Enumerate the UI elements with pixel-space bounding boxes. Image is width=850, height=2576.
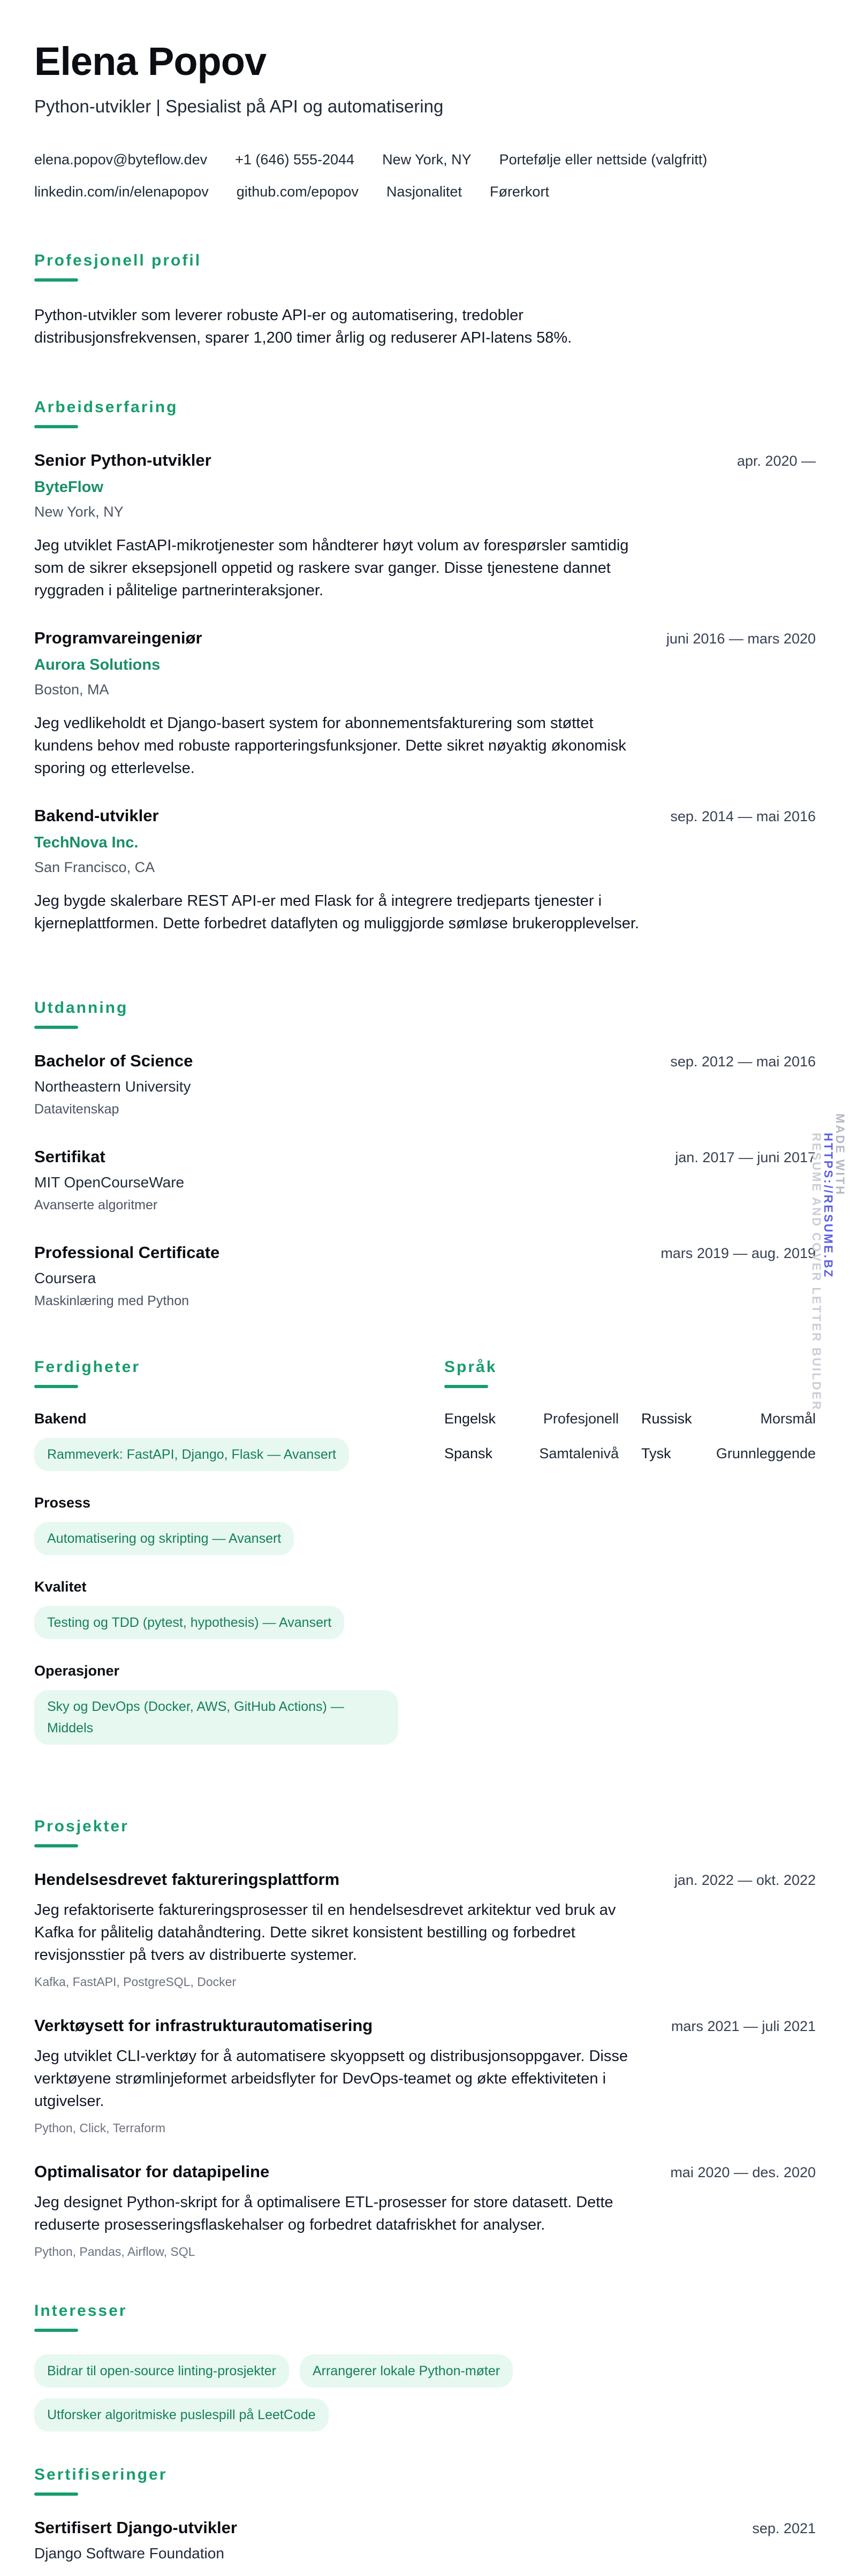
section-projects <box>34 1817 816 2259</box>
skill-group <box>34 1579 412 1639</box>
job-location: San Francisco, CA <box>34 859 155 875</box>
skill-group <box>34 1663 412 1745</box>
profile-text: Python-utvikler som leverer robuste API-er og automatisering, tredobler distribusjonsfrekvensen, sparer 1,200 timer årlig og reduserer API-latens 58%. <box>34 307 572 346</box>
candidate-headline: Python-utvikler | Spesialist på API og automatisering <box>34 96 444 116</box>
languages-heading: Språk <box>444 1358 497 1376</box>
job-location: Boston, MA <box>34 681 109 698</box>
project-title: Verktøysett for infrastrukturautomatisering <box>34 2016 373 2035</box>
experience-heading: Arbeidserfaring <box>34 398 178 416</box>
project-entry <box>34 2162 816 2259</box>
project-entry <box>34 1870 816 1989</box>
interests-heading: Interesser <box>34 2302 127 2320</box>
degree-title: Bachelor of Science <box>34 1051 193 1070</box>
skill-group <box>34 1411 412 1471</box>
project-dates: mai 2020 — des. 2020 <box>670 2164 816 2180</box>
contact-website-placeholder: Portefølje eller nettside (valgfritt) <box>499 151 708 168</box>
education-dates: jan. 2017 — juni 2017 <box>675 1149 816 1165</box>
company-name: TechNova Inc. <box>34 834 139 851</box>
skill-category: Kvalitet <box>34 1579 87 1595</box>
section-profile <box>34 252 816 349</box>
skill-category: Bakend <box>34 1411 87 1427</box>
certification-date: sep. 2021 <box>752 2520 816 2536</box>
section-education <box>34 999 816 1309</box>
contact-row-2 <box>34 176 816 208</box>
skill-pill: Automatisering og skripting — Avansert <box>34 1522 294 1555</box>
project-dates: mars 2021 — juli 2021 <box>671 2018 816 2034</box>
section-underline <box>34 1026 78 1029</box>
field-of-study: Avanserte algoritmer <box>34 1198 158 1213</box>
project-entry <box>34 2016 816 2135</box>
skills-heading: Ferdigheter <box>34 1358 141 1376</box>
section-certifications <box>34 2466 816 2562</box>
job-description: Jeg vedlikeholdt et Django-basert system for abonnementsfakturering som støttet kundens behov med robuste rapporteringsfunksjoner. Dette sikret nøyaktig økonomisk sporing og etterlevelse. <box>34 715 626 777</box>
skill-pill: Rammeverk: FastAPI, Django, Flask — Avansert <box>34 1438 349 1471</box>
education-dates: sep. 2012 — mai 2016 <box>670 1054 816 1070</box>
watermark-url: HTTPS://RESUME.BZ <box>822 1133 835 1279</box>
skill-category: Operasjoner <box>34 1663 120 1679</box>
project-tech-stack: Python, Pandas, Airflow, SQL <box>34 2245 195 2259</box>
job-title: Programvareingeniør <box>34 628 202 647</box>
watermark <box>810 1113 846 1411</box>
language-item <box>444 1445 619 1462</box>
language-name: Spansk <box>444 1445 493 1461</box>
contact-info <box>34 143 816 208</box>
contact-github: github.com/epopov <box>236 184 359 200</box>
language-name: Tysk <box>641 1445 671 1461</box>
project-tech-stack: Kafka, FastAPI, PostgreSQL, Docker <box>34 1975 237 1989</box>
skills-languages-columns <box>34 1358 816 1768</box>
job-entry <box>34 806 816 935</box>
interest-pill: Arrangerer lokale Python-møter <box>300 2354 513 2388</box>
field-of-study: Datavitenskap <box>34 1102 119 1117</box>
project-title: Hendelsesdrevet faktureringsplattform <box>34 1870 340 1889</box>
education-heading: Utdanning <box>34 999 128 1017</box>
field-of-study: Maskinlæring med Python <box>34 1293 189 1308</box>
project-description: Jeg designet Python-skript for å optimalisere ETL-prosesser for store datasett. Dette reduserte prosesseringsflaskehalser og forbedret datafriskhet for analyser. <box>34 2194 613 2233</box>
section-interests <box>34 2302 816 2431</box>
candidate-name: Elena Popov <box>34 39 267 84</box>
school-name: Coursera <box>34 1270 96 1286</box>
certifications-heading: Sertifiseringer <box>34 2466 168 2483</box>
job-title: Bakend-utvikler <box>34 806 159 825</box>
company-name: ByteFlow <box>34 479 103 496</box>
language-level: Morsmål <box>760 1411 816 1427</box>
job-entry <box>34 628 816 779</box>
education-entry <box>34 1147 816 1213</box>
certification-entry <box>34 2518 816 2562</box>
interest-pill: Bidrar til open-source linting-prosjekter <box>34 2354 289 2388</box>
degree-title: Sertifikat <box>34 1147 105 1166</box>
section-underline <box>34 1844 78 1847</box>
education-entry <box>34 1051 816 1117</box>
job-dates: sep. 2014 — mai 2016 <box>670 808 816 824</box>
job-title: Senior Python-utvikler <box>34 451 211 469</box>
interest-pill: Utforsker algoritmiske puslespill på LeetCode <box>34 2398 329 2431</box>
contact-phone: +1 (646) 555-2044 <box>235 151 355 168</box>
section-skills <box>34 1358 412 1768</box>
company-name: Aurora Solutions <box>34 656 161 673</box>
section-underline <box>444 1385 488 1388</box>
job-description: Jeg bygde skalerbare REST API-er med Flask for å integrere tredjeparts tjenester i kjerneplattformen. Dette forbedret dataflyten og muliggjorde sømløse brukeropplevelser. <box>34 892 639 932</box>
project-dates: jan. 2022 — okt. 2022 <box>674 1872 816 1888</box>
job-dates: apr. 2020 — <box>737 453 816 469</box>
section-underline <box>34 278 78 282</box>
job-location: New York, NY <box>34 504 124 520</box>
project-description: Jeg utviklet CLI-verktøy for å automatisere skyoppsett og distribusjonsoppgaver. Disse verktøyene strømlinjeformet arbeidsflyter for DevOps-teamet og økte effektiviteten i utgivelser. <box>34 2048 628 2110</box>
language-item <box>641 1445 816 1462</box>
skill-group <box>34 1495 412 1555</box>
contact-row-1 <box>34 143 816 176</box>
school-name: MIT OpenCourseWare <box>34 1174 185 1191</box>
school-name: Northeastern University <box>34 1078 191 1095</box>
project-description: Jeg refaktoriserte faktureringsprosesser til en hendelsesdrevet arkitektur ved bruk av Kafka for pålitelig datahåndtering. Dette sikret konsistent bestilling og forbedret revisjonsstier på tvers av distribuerte systemer. <box>34 1901 616 1964</box>
section-underline <box>34 425 78 428</box>
education-dates: mars 2019 — aug. 2019 <box>661 1245 816 1261</box>
certification-issuer: Django Software Foundation <box>34 2545 224 2562</box>
contact-nationality-placeholder: Nasjonalitet <box>386 184 462 200</box>
language-name: Russisk <box>641 1411 692 1427</box>
section-underline <box>34 2329 78 2332</box>
resume-header <box>34 39 816 208</box>
language-name: Engelsk <box>444 1411 496 1427</box>
contact-license-placeholder: Førerkort <box>489 184 549 200</box>
language-item <box>641 1411 816 1427</box>
watermark-made-with: MADE WITH <box>833 1113 847 1196</box>
section-languages <box>444 1358 816 1768</box>
skill-pill: Testing og TDD (pytest, hypothesis) — Avansert <box>34 1606 344 1639</box>
contact-location: New York, NY <box>382 151 472 168</box>
contact-email: elena.popov@byteflow.dev <box>34 151 208 168</box>
watermark-tagline: RESUME AND COVER LETTER BUILDER <box>810 1133 823 1411</box>
profile-heading: Profesjonell profil <box>34 252 202 269</box>
section-underline <box>34 1385 78 1388</box>
project-tech-stack: Python, Click, Terraform <box>34 2121 165 2135</box>
contact-linkedin: linkedin.com/in/elenapopov <box>34 184 209 200</box>
languages-grid <box>444 1411 816 1462</box>
degree-title: Professional Certificate <box>34 1243 220 1262</box>
language-level: Profesjonell <box>543 1411 619 1427</box>
education-entry <box>34 1243 816 1309</box>
certification-title: Sertifisert Django-utvikler <box>34 2518 237 2537</box>
project-title: Optimalisator for datapipeline <box>34 2162 270 2181</box>
skill-pill: Sky og DevOps (Docker, AWS, GitHub Actions) — Middels <box>34 1690 398 1745</box>
interests-pills <box>34 2354 650 2431</box>
job-entry <box>34 451 816 602</box>
section-experience <box>34 398 816 935</box>
language-level: Samtalenivå <box>539 1445 619 1461</box>
job-dates: juni 2016 — mars 2020 <box>666 631 816 647</box>
projects-heading: Prosjekter <box>34 1817 129 1835</box>
job-description: Jeg utviklet FastAPI-mikrotjenester som håndterer høyt volum av forespørsler samtidig som de sikrer eksepsjonell oppetid og raskere svar ganger. Disse tjenestene dannet ryggraden i pålitelige partnerinteraksjoner. <box>34 537 629 599</box>
skill-category: Prosess <box>34 1495 91 1511</box>
language-item <box>444 1411 619 1427</box>
language-level: Grunnleggende <box>716 1445 816 1461</box>
section-underline <box>34 2492 78 2496</box>
